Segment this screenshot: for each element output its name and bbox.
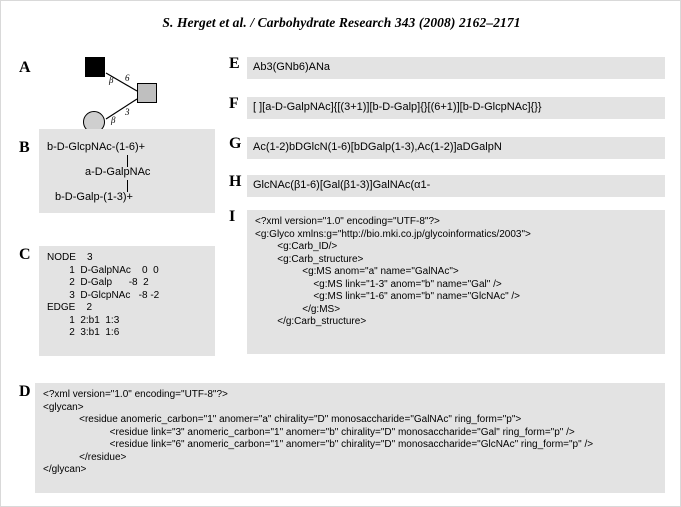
label-six: 6	[125, 73, 130, 83]
panel-i-box	[247, 210, 665, 354]
panel-c-line-3: 3 D-GlcpNAc -8 -2	[47, 289, 160, 301]
panel-i-line-0: <?xml version="1.0" encoding="UTF-8"?>	[255, 216, 440, 227]
panel-letter-i: I	[229, 208, 236, 225]
panel-letter-f: F	[229, 95, 239, 112]
panel-i-line-3: <g:Carb_structure>	[255, 253, 364, 265]
panel-d-line-6: </glycan>	[43, 464, 87, 475]
panel-i-line-8: </g:Carb_structure>	[255, 316, 367, 327]
panel-d-line-3: <residue link="3" anomeric_carbon="1" anomer="b" chirality="D" monosaccharide="Gal" ring_form="p" />	[43, 426, 575, 438]
panel-b-line1: b-D-GlcpNAc-(1-6)+	[47, 141, 146, 153]
glycan-linkage-lines	[57, 53, 187, 141]
panel-letter-c: C	[19, 246, 31, 263]
panel-c-box	[39, 246, 215, 356]
panel-d-line-1: <glycan>	[43, 401, 84, 413]
panel-c-line-4: EDGE 2	[47, 302, 93, 313]
panel-d-line-0: <?xml version="1.0" encoding="UTF-8"?>	[43, 389, 228, 400]
panel-f-text: [ ][a-D-GalpNAc]{[(3+1)][b-D-Galp]{}[(6+1)][b-D-GlcpNAc]{}}	[253, 101, 542, 113]
panel-d-line-4: <residue link="6" anomeric_carbon="1" anomer="b" chirality="D" monosaccharide="GlcNAc" ring_form="p" />	[43, 439, 594, 450]
panel-letter-e: E	[229, 55, 240, 72]
panel-e-box	[247, 57, 665, 79]
panel-c-line-1: 1 D-GalpNAc 0 0	[47, 264, 159, 276]
label-three: 3	[125, 107, 130, 117]
panel-e-text: Ab3(GNb6)ANa	[253, 61, 331, 73]
panel-h-text: GlcNAc(β1-6)[Gal(β1-3)]GalNAc(α1-	[253, 179, 431, 191]
panel-i-line-5: <g:MS link="1-3" anom="b" name="Gal" />	[255, 278, 502, 290]
panel-i-line-1: <g:Glyco xmlns:g="http://bio.mki.co.jp/glycoinformatics/2003">	[255, 228, 531, 240]
panel-g-text: Ac(1-2)bDGlcN(1-6)[bDGalp(1-3),Ac(1-2)]aDGalpN	[253, 141, 502, 153]
panel-letter-h: H	[229, 173, 242, 190]
panel-letter-d: D	[19, 383, 31, 400]
running-head: S. Herget et al. / Carbohydrate Research 343 (2008) 2162–2171	[162, 15, 521, 30]
panel-b-line3: b-D-Galp-(1-3)+	[55, 191, 133, 203]
panel-a-glycan-diagram	[57, 53, 187, 141]
panel-letter-b: B	[19, 139, 30, 156]
panel-c-line-2: 2 D-Galp -8 2	[47, 277, 149, 288]
panel-i-line-6: <g:MS link="1-6" anom="b" name="GlcNAc" />	[255, 291, 521, 302]
panel-letter-a: A	[19, 59, 31, 76]
panel-d-box	[35, 383, 665, 493]
panel-c-line-6: 2 3:b1 1:6	[47, 327, 120, 338]
panel-d-line-2: <residue anomeric_carbon="1" anomer="a" chirality="D" monosaccharide="GalNAc" ring_form="p">	[43, 414, 522, 425]
label-beta-bottom: β	[111, 115, 116, 125]
panel-c-line-5: 1 2:b1 1:3	[47, 314, 120, 326]
panel-h-box	[247, 175, 665, 197]
panel-d-line-5: </residue>	[43, 451, 127, 463]
panel-g-box	[247, 137, 665, 159]
panel-c-line-0: NODE 3	[47, 252, 93, 263]
panel-letter-g: G	[229, 135, 242, 152]
panel-b-line2: a-D-GalpNAc	[85, 166, 151, 178]
panel-b-box	[39, 129, 215, 213]
panel-i-line-2: <g:Carb_ID/>	[255, 241, 338, 252]
label-beta-top: β	[109, 75, 114, 85]
panel-i-line-4: <g:MS anom="a" name="GalNAc">	[255, 266, 459, 277]
panel-i-line-7: </g:MS>	[255, 303, 341, 315]
panel-f-box	[247, 97, 665, 119]
